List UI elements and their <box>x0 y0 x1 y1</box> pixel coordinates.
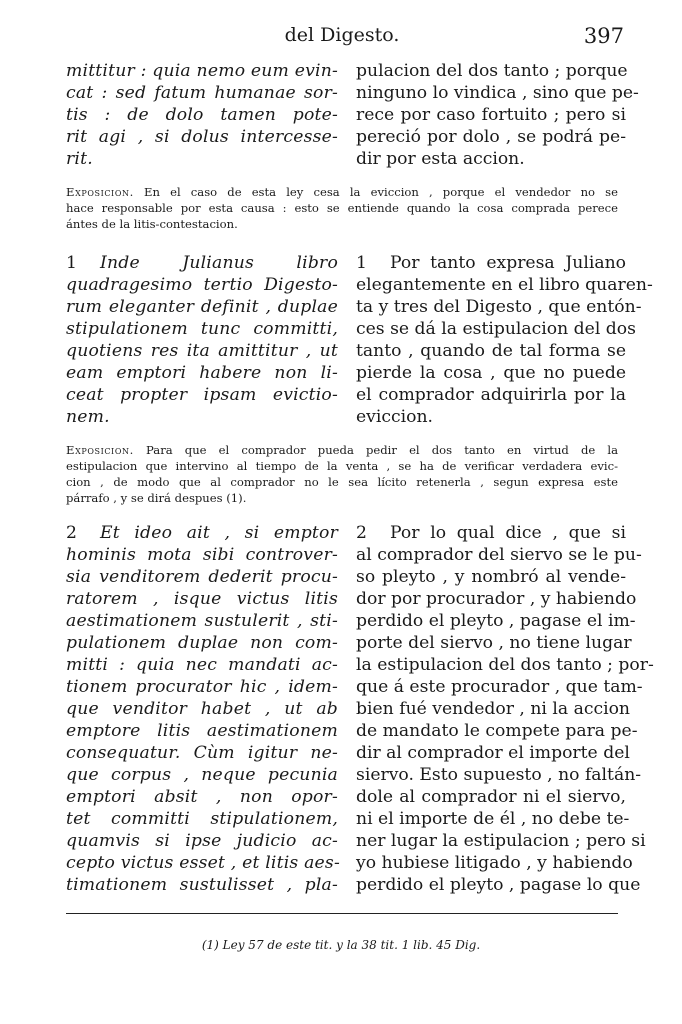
exposition-line: estipulacion que intervino al tiempo de la venta , se ha de verificar verdadera evic- <box>66 459 618 473</box>
text-line: perdido el pleyto , pagase el im- <box>356 611 636 631</box>
running-title: del Digesto. <box>284 24 400 46</box>
text-line: ces se dá la estipulacion del dos <box>356 319 636 339</box>
paragraph-text: Por tanto expresa Juliano <box>390 253 626 273</box>
text-line: pierde la cosa , que no puede <box>356 363 626 383</box>
text-line: sia venditorem dederit procu- <box>66 567 338 587</box>
text-line: quadragesimo tertio Digesto- <box>66 275 338 295</box>
text-line: ninguno lo vindica , sino que pe- <box>356 83 639 103</box>
paragraph-first-line <box>356 252 626 274</box>
exposition-line: hace responsable por esta causa : esto se entiende quando la cosa comprada perece <box>66 201 618 215</box>
section-1 <box>66 252 653 428</box>
exposition-label: Exposicion. <box>66 185 134 199</box>
text-line: dor por procurador , y habiendo <box>356 589 637 609</box>
text-line: tionem procurator hic , idem- <box>66 677 338 697</box>
text-line: ratorem , isque victus litis <box>66 589 338 609</box>
exposition-text: En el caso de esta ley cesa la eviccion , porque el vendedor no se <box>144 185 618 199</box>
exposition-2 <box>66 442 618 506</box>
paragraph-first-line <box>66 522 338 544</box>
text-line: porte del siervo , no tiene lugar <box>356 633 632 653</box>
text-line: la estipulacion del dos tanto ; por- <box>356 655 654 675</box>
exposition-line: párrafo , y se dirá despues (1). <box>66 491 247 505</box>
spanish-column <box>356 522 654 896</box>
text-line: perdido el pleyto , pagase lo que <box>356 875 641 895</box>
exposition-first-line <box>66 184 618 200</box>
text-line: dole al comprador ni el siervo, <box>356 787 626 807</box>
text-line: bien fué vendedor , ni la accion <box>356 699 631 719</box>
text-line: siervo. Esto supuesto , no faltán- <box>356 765 642 785</box>
footnote: (1) Ley 57 de este tit. y la 38 tit. 1 lib. 45 Dig. <box>201 938 481 952</box>
text-line: eviccion. <box>356 407 434 427</box>
spanish-column <box>356 252 653 428</box>
text-line: nem. <box>66 407 110 427</box>
paragraph-first-line <box>66 252 338 274</box>
text-line: pulacion del dos tanto ; porque <box>356 61 628 81</box>
text-line: consequatur. Cùm igitur ne- <box>66 743 338 763</box>
latin-column <box>66 60 338 170</box>
page-number: 397 <box>583 24 624 48</box>
text-line: emptori absit , non opor- <box>66 787 338 807</box>
paragraph-first-line <box>356 522 626 544</box>
text-line: rece por caso fortuito ; pero si <box>356 105 626 125</box>
text-line: que venditor habet , ut ab <box>66 699 338 719</box>
section-2 <box>66 522 654 896</box>
running-header <box>60 22 624 52</box>
text-line: de mandato le compete para pe- <box>356 721 638 741</box>
latin-column <box>66 522 338 896</box>
text-line: que á este procurador , que tam- <box>356 677 643 697</box>
text-line: tis : de dolo tamen pote- <box>66 105 338 125</box>
paragraph-text: Por lo qual dice , que si <box>390 523 626 543</box>
exposition-first-line <box>66 442 618 458</box>
exposition-label: Exposicion. <box>66 443 134 457</box>
exposition-1 <box>66 184 618 232</box>
paragraph-text: Et ideo ait , si emptor <box>100 523 338 543</box>
text-line: el comprador adquirirla por la <box>356 385 626 405</box>
text-line: dir por esta accion. <box>356 149 525 169</box>
text-line: quotiens res ita amittitur , ut <box>66 341 338 361</box>
text-line: ner lugar la estipulacion ; pero si <box>356 831 646 851</box>
text-line: ni el importe de él , no debe te- <box>356 809 630 829</box>
text-line: pulationem duplae non com- <box>66 633 338 653</box>
exposition-line: cion , de modo que al comprador no le sea lícito retenerla , segun expresa este <box>66 475 618 489</box>
text-line: ta y tres del Digesto , que entón- <box>356 297 642 317</box>
text-line: tet committi stipulationem, <box>66 809 338 829</box>
text-line: mitti : quia nec mandati ac- <box>66 655 338 675</box>
text-line: elegantemente en el libro quaren- <box>356 275 653 295</box>
exposition-line: ántes de la litis-contestacion. <box>66 217 238 231</box>
paragraph-number: 2 <box>66 523 78 543</box>
footnote-divider <box>66 913 618 914</box>
text-line: yo hubiese litigado , y habiendo <box>356 853 633 873</box>
text-line: mittitur : quia nemo eum evin- <box>66 61 338 81</box>
text-line: stipulationem tunc committi, <box>66 319 338 339</box>
paragraph-text: Inde Julianus libro <box>100 253 338 273</box>
text-line: rum eleganter definit , duplae <box>66 297 338 317</box>
text-line: quamvis si ipse judicio ac- <box>66 831 338 851</box>
paragraph-number: 2 <box>356 523 367 543</box>
text-line: eam emptori habere non li- <box>66 363 338 383</box>
exposition-text: Para que el comprador pueda pedir el dos tanto en virtud de la <box>146 443 618 457</box>
paragraph-number: 1 <box>356 253 367 273</box>
text-line: pereció por dolo , se podrá pe- <box>356 127 626 147</box>
text-line: aestimationem sustulerit , sti- <box>66 611 338 631</box>
paragraph-number: 1 <box>66 253 78 273</box>
latin-column <box>66 252 338 428</box>
text-line: so pleyto , y nombró al vende- <box>356 567 626 587</box>
text-line: hominis mota sibi controver- <box>66 545 338 565</box>
text-line: emptore litis aestimationem <box>66 721 338 741</box>
spanish-column <box>356 60 639 170</box>
text-line: cepto victus esset , et litis aes- <box>66 853 340 873</box>
text-line: al comprador del siervo se le pu- <box>356 545 642 565</box>
text-line: timationem sustulisset , pla- <box>66 875 338 895</box>
text-line: cat : sed fatum humanae sor- <box>66 83 338 103</box>
text-line: rit. <box>66 149 93 169</box>
text-line: que corpus , neque pecunia <box>66 765 338 785</box>
text-line: tanto , quando de tal forma se <box>356 341 626 361</box>
text-line: ceat propter ipsam evictio- <box>66 385 338 405</box>
text-line: dir al comprador el importe del <box>356 743 630 763</box>
text-line: rit agi , si dolus intercesse- <box>66 127 338 147</box>
section-continuation <box>66 60 639 170</box>
